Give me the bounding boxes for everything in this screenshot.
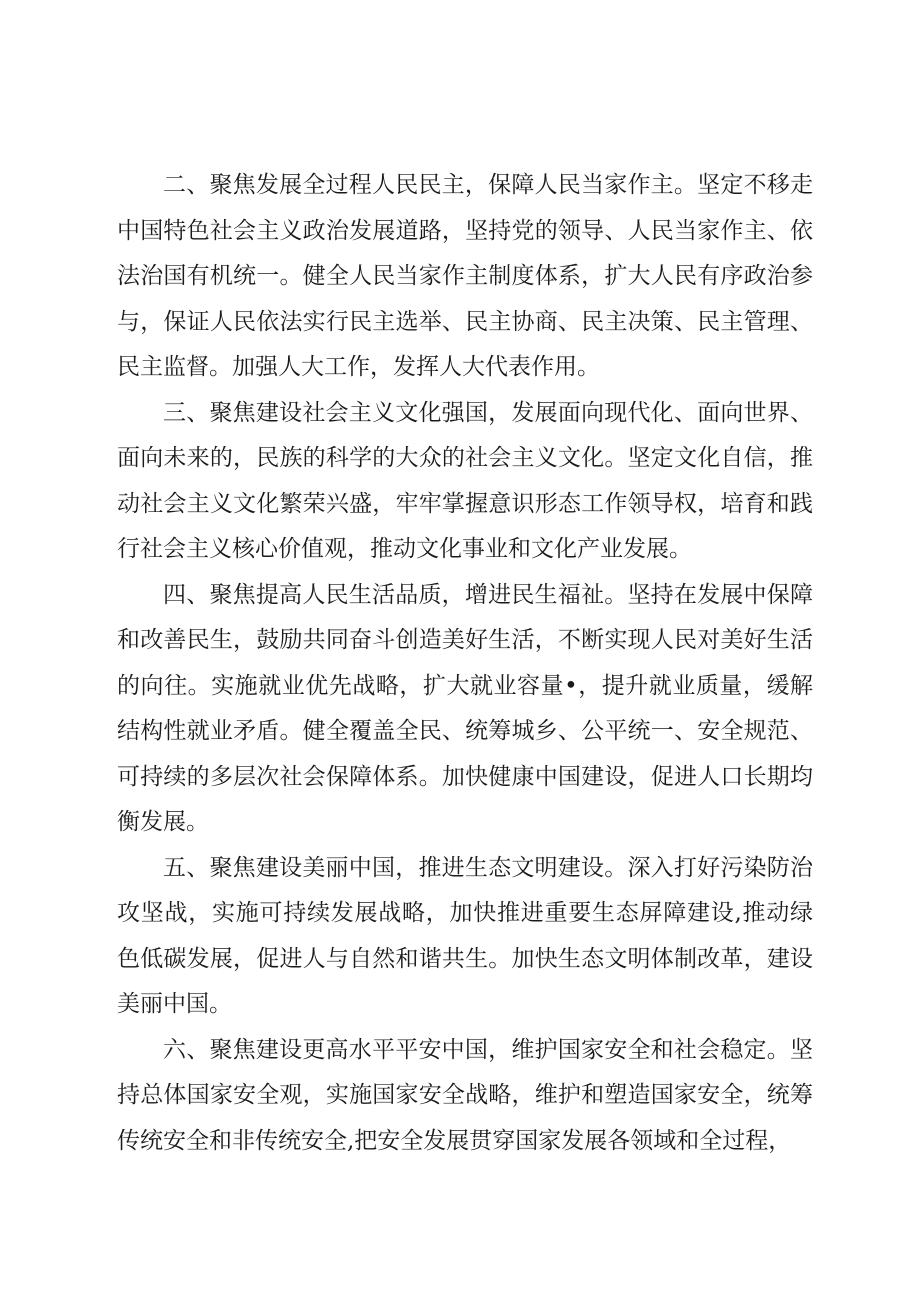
paragraph-security: 六、聚焦建设更高水平平安中国，维护国家安全和社会稳定。坚持总体国家安全观，实施国家安全战略，维护和塑造国家安全，统筹传统安全和非传统安全,把安全发展贯穿国家发展各领域和全过程， [117,1036,813,1154]
paragraph-democracy: 二、聚焦发展全过程人民民主，保障人民当家作主。坚定不移走中国特色社会主义政治发展道路，坚持党的领导、人民当家作主、依法治国有机统一。健全人民当家作主制度体系，扩大人民有序政治参与，保证人民依法实行民主选举、民主协商、民主决策、民主管理、民主监督。加强人大工作，发挥人大代表作用。 [117,172,813,380]
paragraph-culture: 三、聚焦建设社会主义文化强国，发展面向现代化、面向世界、面向未来的，民族的科学的大众的社会主义文化。坚定文化自信，推动社会主义文化繁荣兴盛，牢牢掌握意识形态工作领导权，培育和践行社会主义核心价值观，推动文化事业和文化产业发展。 [117,399,813,562]
paragraph-livelihood: 四、聚焦提高人民生活品质，增进民生福祉。坚持在发展中保障和改善民生，鼓励共同奋斗创造美好生活，不断实现人民对美好生活的向往。实施就业优先战略，扩大就业容量•，提升就业质量，缓解结构性就业矛盾。健全覆盖全民、统筹城乡、公平统一、安全规范、可持续的多层次社会保障体系。加快健康中国建设，促进人口长期均衡发展。 [117,581,813,835]
paragraph-ecology: 五、聚焦建设美丽中国，推进生态文明建设。深入打好污染防治攻坚战，实施可持续发展战略，加快推进重要生态屏障建设,推动绿色低碳发展，促进人与自然和谐共生。加快生态文明体制改革，建设美丽中国。 [117,854,813,1017]
document-body [117,163,813,1164]
